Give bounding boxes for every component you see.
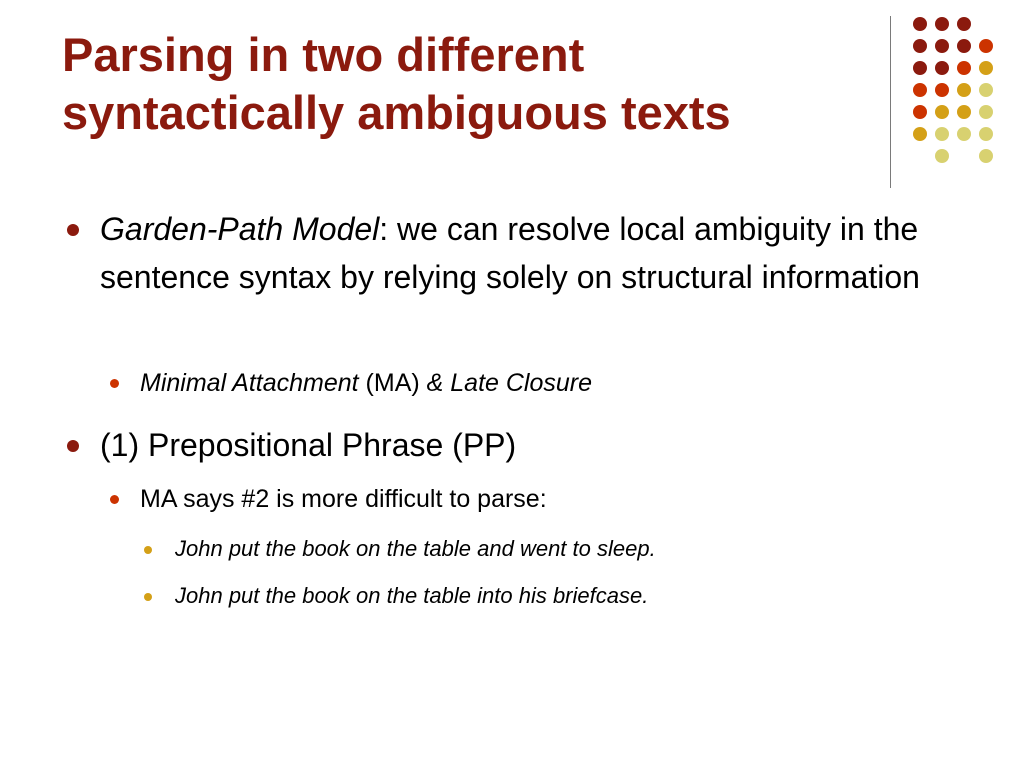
- bullet-garden-path-model: [100, 205, 940, 301]
- abbreviation-ma: (MA): [358, 369, 427, 397]
- example-sentence-1: [175, 536, 975, 562]
- dot-icon: [913, 39, 927, 53]
- slide-title-line-1: Parsing in two different: [62, 28, 585, 81]
- dot-icon: [957, 61, 971, 75]
- dot-icon: [913, 127, 927, 141]
- dot-icon: [913, 61, 927, 75]
- slide-title-line-2: syntactically ambiguous texts: [62, 86, 731, 139]
- dot-icon: [935, 105, 949, 119]
- slide-title: [62, 26, 862, 142]
- dot-icon: [979, 83, 993, 97]
- bullet-icon: [110, 379, 119, 388]
- bullet-icon: [110, 495, 119, 504]
- bullet-icon: [67, 224, 79, 236]
- garden-path-description: : we can resolve local ambiguity in the sentence syntax by relying solely on structural information: [100, 211, 920, 295]
- example-sentence-1-text: John put the book on the table and went to sleep.: [175, 536, 656, 561]
- dot-icon: [957, 105, 971, 119]
- bullet-icon: [144, 593, 152, 601]
- bullet-icon: [67, 440, 79, 452]
- title-divider-line: [890, 16, 891, 188]
- dot-icon: [957, 17, 971, 31]
- dot-icon: [979, 105, 993, 119]
- dot-icon: [979, 61, 993, 75]
- term-late-closure: & Late Closure: [426, 369, 593, 397]
- dot-icon: [935, 61, 949, 75]
- dot-icon: [957, 127, 971, 141]
- dot-icon: [979, 39, 993, 53]
- bullet-ma-difficulty: [140, 484, 960, 514]
- bullet-minimal-attachment: [140, 368, 960, 398]
- dot-icon: [957, 39, 971, 53]
- bullet-prepositional-phrase: [100, 421, 940, 469]
- dot-icon: [935, 39, 949, 53]
- ma-difficulty-text: MA says #2 is more difficult to parse:: [140, 485, 547, 513]
- dot-icon: [935, 127, 949, 141]
- dot-icon: [957, 83, 971, 97]
- example-sentence-2-text: John put the book on the table into his briefcase.: [175, 583, 649, 608]
- dot-icon: [979, 127, 993, 141]
- dot-icon: [935, 83, 949, 97]
- dot-icon: [913, 83, 927, 97]
- term-minimal-attachment: Minimal Attachment: [140, 369, 359, 397]
- bullet-icon: [144, 546, 152, 554]
- dot-icon: [935, 17, 949, 31]
- term-garden-path-model: Garden-Path Model: [100, 211, 380, 247]
- dot-icon: [935, 149, 949, 163]
- prepositional-phrase-text: (1) Prepositional Phrase (PP): [100, 427, 517, 463]
- dot-icon: [913, 17, 927, 31]
- example-sentence-2: [175, 583, 975, 609]
- dot-icon: [979, 149, 993, 163]
- dot-icon: [913, 105, 927, 119]
